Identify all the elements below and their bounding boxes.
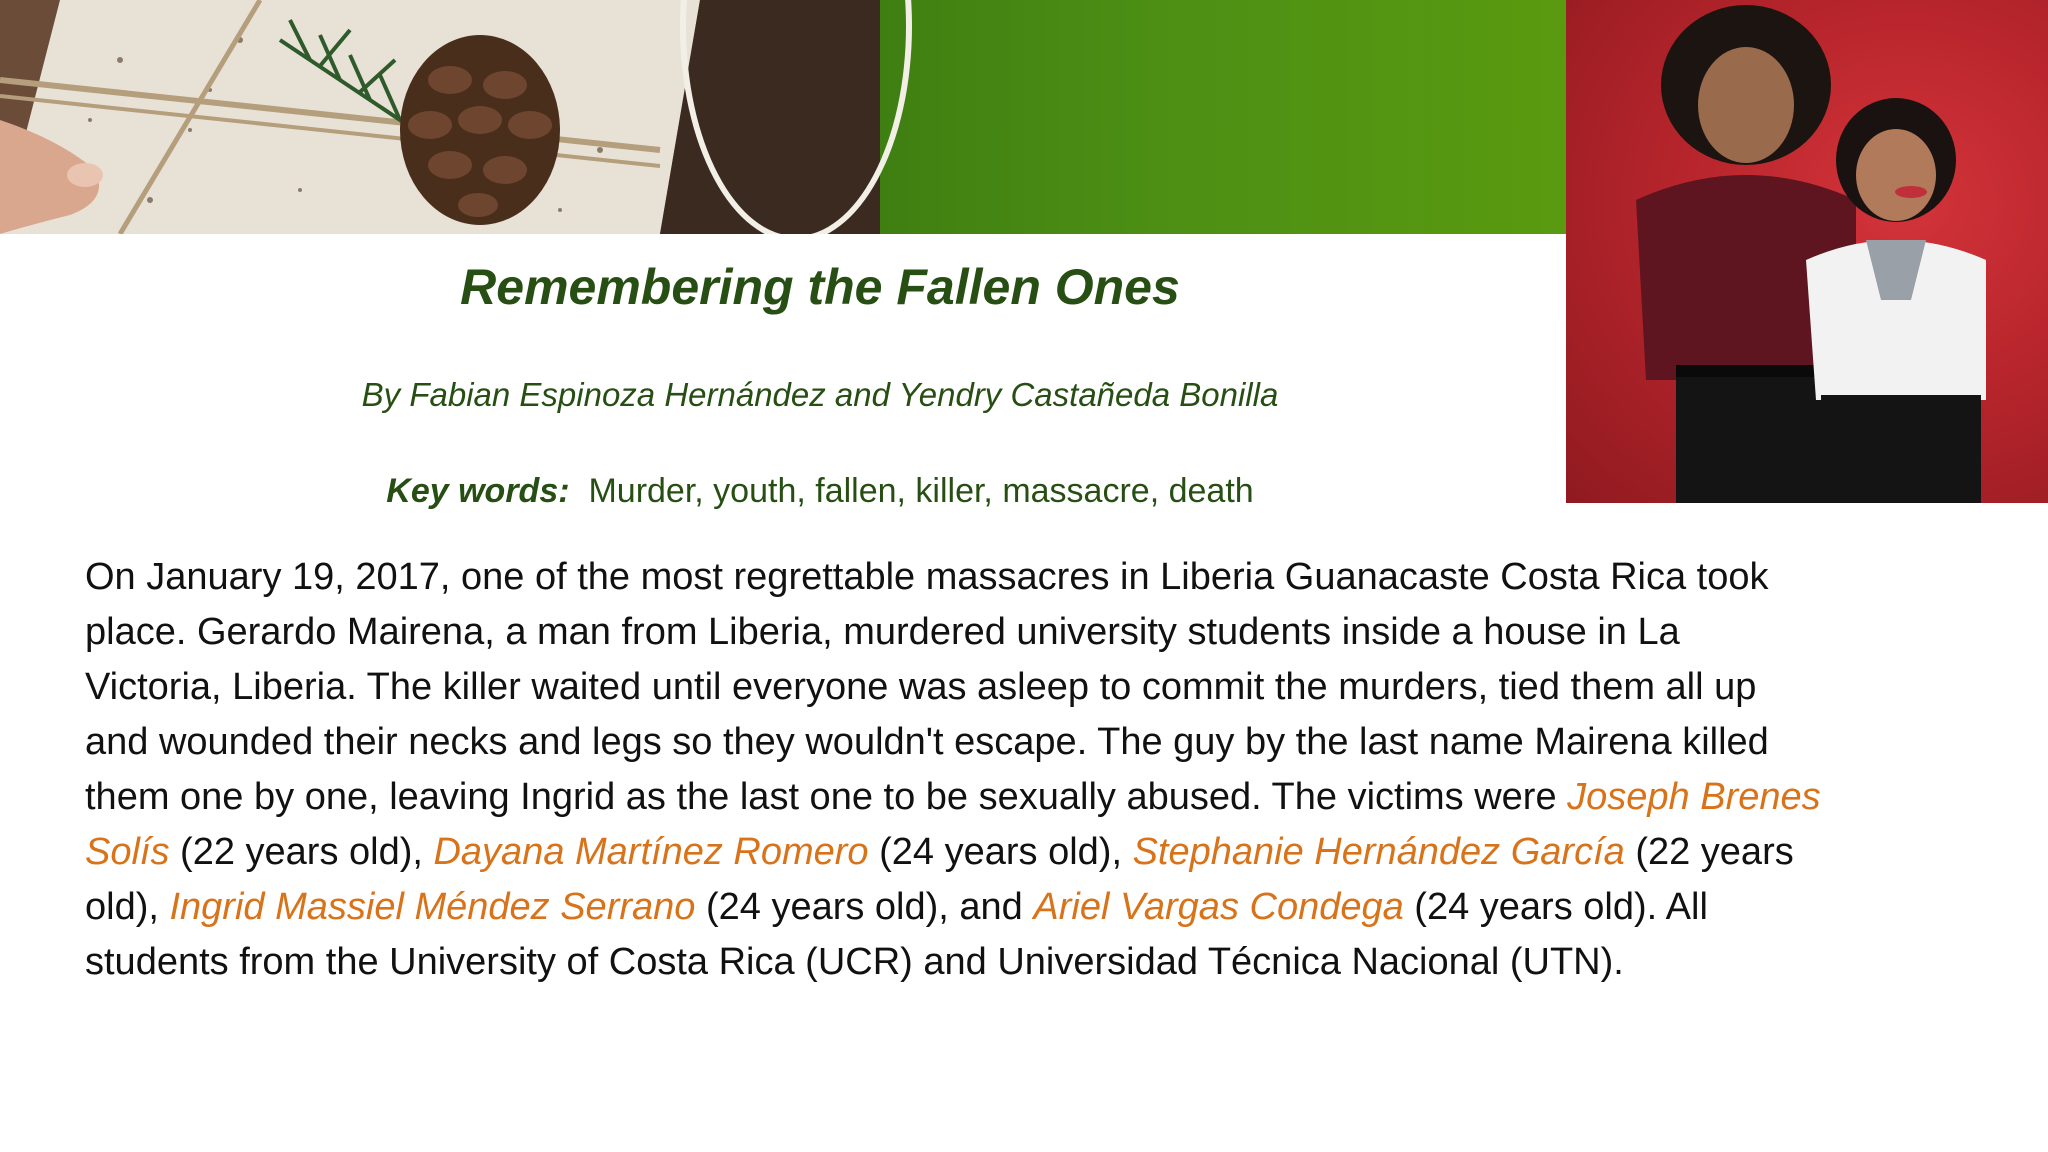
body-text-age: (24 years old),: [868, 831, 1133, 873]
article-title: Remembering the Fallen Ones: [460, 259, 1180, 315]
body-text-age: (24 years old), and: [695, 886, 1034, 928]
body-text-intro: On January 19, 2017, one of the most regrettable massacres in Liberia Guanacaste Costa Rica took place. Gerardo Mairena, a man from Liberia, murdered university students inside a house in La Victoria, Liberia. The killer waited until everyone was asleep to commit the murders, tied them all up and wounded their necks and legs so they wouldn't escape. The guy by the last name Mairena killed them one by one, leaving Ingrid as the last one to be sexually abused. The victims were: [85, 556, 1769, 818]
banner-green-panel: [880, 0, 1566, 234]
keywords-label: Key words:: [386, 472, 570, 510]
woman-figure: [1806, 98, 1986, 503]
body-text-closing: (24 years old). All students from the University of Costa Rica (UCR) and Universidad Técnica Nacional (UTN).: [85, 886, 1708, 983]
victim-name: Ariel Vargas Condega: [1033, 886, 1404, 928]
two-people-photo: [1566, 0, 2048, 503]
authors-photo: [1566, 0, 2048, 503]
victim-name: Stephanie Hernández García: [1132, 831, 1625, 873]
body-text-age: (22 years old),: [85, 831, 1794, 928]
victim-name: Ingrid Massiel Méndez Serrano: [169, 886, 696, 928]
keywords-line: [0, 472, 1640, 511]
victim-name: Dayana Martínez Romero: [433, 831, 869, 873]
article-byline: By Fabian Espinoza Hernández and Yendry Castañeda Bonilla: [361, 376, 1279, 413]
article-body: [85, 550, 1825, 990]
victim-name: Joseph Brenes Solís: [85, 776, 1821, 873]
body-text-age: (22 years old),: [169, 831, 434, 873]
header-banner: [0, 0, 1566, 234]
keywords-value: Murder, youth, fallen, killer, massacre, death: [588, 472, 1254, 510]
